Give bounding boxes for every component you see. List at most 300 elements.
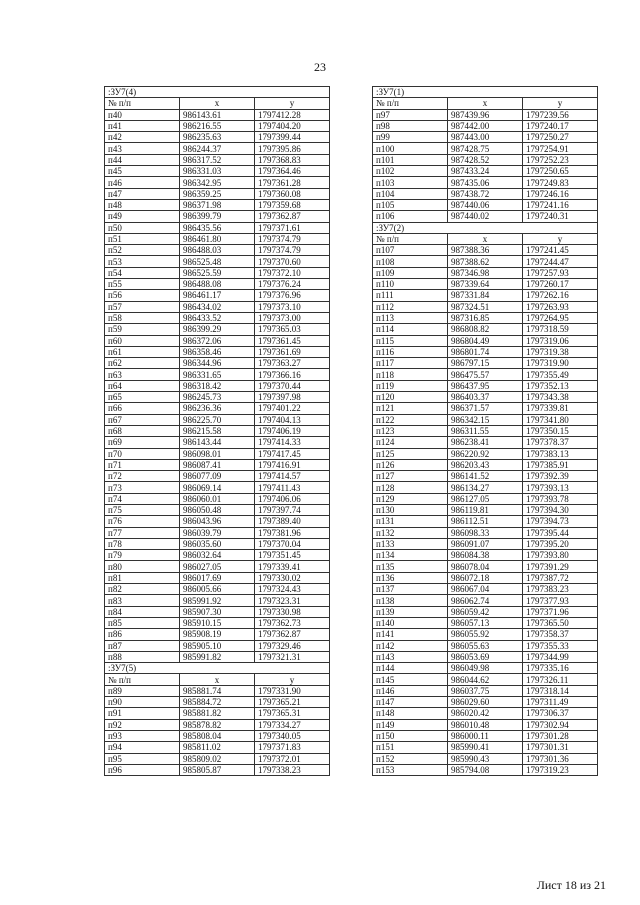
table-row	[373, 312, 598, 323]
point-id-cell: п82	[105, 584, 180, 595]
point-id-cell: п53	[105, 256, 180, 267]
y-coordinate-cell: 1797414.33	[255, 437, 330, 448]
y-coordinate-cell: 1797373.00	[255, 312, 330, 323]
y-coordinate-cell: 1797329.46	[255, 640, 330, 651]
x-coordinate-cell: 987438.72	[448, 188, 523, 199]
y-coordinate-cell: 1797240.17	[523, 120, 598, 131]
y-coordinate-cell: 1797370.44	[255, 380, 330, 391]
table-row	[373, 154, 598, 165]
point-id-cell: п69	[105, 437, 180, 448]
table-row	[373, 482, 598, 493]
x-coordinate-cell: 987428.75	[448, 143, 523, 154]
point-id-cell: п88	[105, 651, 180, 662]
y-coordinate-cell: 1797343.38	[523, 392, 598, 403]
table-row	[373, 629, 598, 640]
x-coordinate-cell: 987339.64	[448, 279, 523, 290]
x-coordinate-cell: 986029.60	[448, 697, 523, 708]
y-coordinate-cell: 1797361.45	[255, 335, 330, 346]
x-coordinate-cell: 986245.73	[180, 392, 255, 403]
point-id-cell: п142	[373, 640, 448, 651]
y-coordinate-cell: 1797257.93	[523, 267, 598, 278]
x-coordinate-cell: 986044.62	[448, 674, 523, 685]
y-coordinate-cell: 1797381.96	[255, 527, 330, 538]
y-coordinate-cell: 1797374.79	[255, 233, 330, 244]
point-id-cell: п119	[373, 380, 448, 391]
point-id-cell: п145	[373, 674, 448, 685]
table-row	[373, 369, 598, 380]
table-row	[105, 482, 330, 493]
point-id-cell: п114	[373, 324, 448, 335]
table-row	[373, 279, 598, 290]
table-row	[105, 279, 330, 290]
y-coordinate-cell: 1797254.91	[523, 143, 598, 154]
group-title: :ЗУ7(1)	[373, 87, 598, 98]
col-header-x: x	[448, 98, 523, 109]
y-coordinate-cell: 1797246.16	[523, 188, 598, 199]
point-id-cell: п42	[105, 132, 180, 143]
table-row	[373, 380, 598, 391]
x-coordinate-cell: 985990.43	[448, 753, 523, 764]
x-coordinate-cell: 985808.04	[180, 730, 255, 741]
point-id-cell: п124	[373, 437, 448, 448]
table-row	[105, 414, 330, 425]
group-title: :ЗУ7(5)	[105, 663, 330, 674]
table-row	[105, 290, 330, 301]
table-row	[105, 437, 330, 448]
table-row	[373, 606, 598, 617]
x-coordinate-cell: 986808.82	[448, 324, 523, 335]
x-coordinate-cell: 986371.98	[180, 199, 255, 210]
y-coordinate-cell: 1797374.79	[255, 245, 330, 256]
col-header-number: № п/п	[105, 98, 180, 109]
table-row	[105, 335, 330, 346]
point-id-cell: п141	[373, 629, 448, 640]
point-id-cell: п146	[373, 685, 448, 696]
y-coordinate-cell: 1797372.01	[255, 753, 330, 764]
point-id-cell: п101	[373, 154, 448, 165]
y-coordinate-cell: 1797393.13	[523, 482, 598, 493]
point-id-cell: п58	[105, 312, 180, 323]
x-coordinate-cell: 985881.82	[180, 708, 255, 719]
table-row	[105, 572, 330, 583]
table-row	[373, 437, 598, 448]
table-row	[373, 719, 598, 730]
table-row	[105, 358, 330, 369]
y-coordinate-cell: 1797365.31	[255, 708, 330, 719]
x-coordinate-cell: 986032.64	[180, 550, 255, 561]
table-row	[105, 697, 330, 708]
point-id-cell: п97	[373, 109, 448, 120]
table-row	[373, 143, 598, 154]
table-row	[105, 629, 330, 640]
y-coordinate-cell: 1797301.31	[523, 742, 598, 753]
table-row	[105, 730, 330, 741]
group-title: :ЗУ7(2)	[373, 222, 598, 233]
y-coordinate-cell: 1797378.37	[523, 437, 598, 448]
point-id-cell: п83	[105, 595, 180, 606]
y-coordinate-cell: 1797406.06	[255, 493, 330, 504]
table-row	[373, 324, 598, 335]
y-coordinate-cell: 1797397.74	[255, 504, 330, 515]
group-row	[105, 663, 330, 674]
point-id-cell: п147	[373, 697, 448, 708]
y-coordinate-cell: 1797241.45	[523, 245, 598, 256]
point-id-cell: п48	[105, 199, 180, 210]
y-coordinate-cell: 1797363.27	[255, 358, 330, 369]
y-coordinate-cell: 1797414.57	[255, 471, 330, 482]
col-header-y: y	[523, 233, 598, 244]
y-coordinate-cell: 1797301.36	[523, 753, 598, 764]
table-row	[105, 448, 330, 459]
x-coordinate-cell: 986488.08	[180, 279, 255, 290]
y-coordinate-cell: 1797244.47	[523, 256, 598, 267]
point-id-cell: п93	[105, 730, 180, 741]
x-coordinate-cell: 986399.79	[180, 211, 255, 222]
table-row	[105, 222, 330, 233]
point-id-cell: п59	[105, 324, 180, 335]
point-id-cell: п108	[373, 256, 448, 267]
table-row	[105, 504, 330, 515]
point-id-cell: п55	[105, 279, 180, 290]
table-row	[105, 561, 330, 572]
y-coordinate-cell: 1797339.41	[255, 561, 330, 572]
point-id-cell: п47	[105, 188, 180, 199]
point-id-cell: п74	[105, 493, 180, 504]
y-coordinate-cell: 1797406.19	[255, 425, 330, 436]
point-id-cell: п115	[373, 335, 448, 346]
x-coordinate-cell: 985878.82	[180, 719, 255, 730]
table-row	[105, 685, 330, 696]
table-row	[105, 199, 330, 210]
x-coordinate-cell: 986087.41	[180, 459, 255, 470]
table-row	[373, 764, 598, 775]
x-coordinate-cell: 986057.13	[448, 617, 523, 628]
x-coordinate-cell: 986525.48	[180, 256, 255, 267]
table-row	[105, 188, 330, 199]
y-coordinate-cell: 1797365.21	[255, 697, 330, 708]
y-coordinate-cell: 1797364.46	[255, 166, 330, 177]
x-coordinate-cell: 986525.59	[180, 267, 255, 278]
x-coordinate-cell: 986244.37	[180, 143, 255, 154]
header-row	[105, 674, 330, 685]
table-row	[373, 561, 598, 572]
x-coordinate-cell: 986435.56	[180, 222, 255, 233]
table-row	[373, 245, 598, 256]
y-coordinate-cell: 1797334.27	[255, 719, 330, 730]
table-row	[105, 550, 330, 561]
y-coordinate-cell: 1797318.14	[523, 685, 598, 696]
table-row	[105, 109, 330, 120]
y-coordinate-cell: 1797249.83	[523, 177, 598, 188]
x-coordinate-cell: 986220.92	[448, 448, 523, 459]
group-row	[373, 87, 598, 98]
y-coordinate-cell: 1797366.16	[255, 369, 330, 380]
point-id-cell: п103	[373, 177, 448, 188]
point-id-cell: п89	[105, 685, 180, 696]
y-coordinate-cell: 1797393.80	[523, 550, 598, 561]
table-row	[105, 425, 330, 436]
point-id-cell: п45	[105, 166, 180, 177]
point-id-cell: п148	[373, 708, 448, 719]
table-row	[373, 425, 598, 436]
y-coordinate-cell: 1797250.65	[523, 166, 598, 177]
header-row	[105, 98, 330, 109]
col-header-y: y	[255, 674, 330, 685]
x-coordinate-cell: 986311.55	[448, 425, 523, 436]
x-coordinate-cell: 986318.42	[180, 380, 255, 391]
x-coordinate-cell: 986344.96	[180, 358, 255, 369]
point-id-cell: п40	[105, 109, 180, 120]
x-coordinate-cell: 986017.69	[180, 572, 255, 583]
x-coordinate-cell: 986225.70	[180, 414, 255, 425]
point-id-cell: п120	[373, 392, 448, 403]
y-coordinate-cell: 1797412.28	[255, 109, 330, 120]
point-id-cell: п50	[105, 222, 180, 233]
table-row	[373, 256, 598, 267]
x-coordinate-cell: 986143.44	[180, 437, 255, 448]
x-coordinate-cell: 986043.96	[180, 516, 255, 527]
x-coordinate-cell: 986119.81	[448, 504, 523, 515]
point-id-cell: п87	[105, 640, 180, 651]
x-coordinate-cell: 986475.57	[448, 369, 523, 380]
x-coordinate-cell: 986072.18	[448, 572, 523, 583]
col-header-x: x	[180, 674, 255, 685]
point-id-cell: п121	[373, 403, 448, 414]
point-id-cell: п118	[373, 369, 448, 380]
table-row	[373, 211, 598, 222]
point-id-cell: п44	[105, 154, 180, 165]
x-coordinate-cell: 986005.66	[180, 584, 255, 595]
y-coordinate-cell: 1797340.05	[255, 730, 330, 741]
table-row	[373, 527, 598, 538]
point-id-cell: п67	[105, 414, 180, 425]
point-id-cell: п91	[105, 708, 180, 719]
point-id-cell: п134	[373, 550, 448, 561]
x-coordinate-cell: 985794.08	[448, 764, 523, 775]
point-id-cell: п96	[105, 764, 180, 775]
point-id-cell: п81	[105, 572, 180, 583]
group-row	[373, 222, 598, 233]
x-coordinate-cell: 987440.02	[448, 211, 523, 222]
point-id-cell: п117	[373, 358, 448, 369]
table-row	[105, 267, 330, 278]
table-row	[105, 369, 330, 380]
x-coordinate-cell: 985991.92	[180, 595, 255, 606]
table-row	[373, 267, 598, 278]
table-row	[105, 403, 330, 414]
point-id-cell: п94	[105, 742, 180, 753]
table-row	[105, 516, 330, 527]
x-coordinate-cell: 986359.25	[180, 188, 255, 199]
y-coordinate-cell: 1797239.56	[523, 109, 598, 120]
table-row	[373, 301, 598, 312]
y-coordinate-cell: 1797355.49	[523, 369, 598, 380]
point-id-cell: п116	[373, 346, 448, 357]
x-coordinate-cell: 986236.36	[180, 403, 255, 414]
x-coordinate-cell: 986098.33	[448, 527, 523, 538]
y-coordinate-cell: 1797404.20	[255, 120, 330, 131]
point-id-cell: п72	[105, 471, 180, 482]
point-id-cell: п54	[105, 267, 180, 278]
x-coordinate-cell: 985881.74	[180, 685, 255, 696]
y-coordinate-cell: 1797365.50	[523, 617, 598, 628]
x-coordinate-cell: 986801.74	[448, 346, 523, 357]
x-coordinate-cell: 986078.04	[448, 561, 523, 572]
point-id-cell: п51	[105, 233, 180, 244]
coordinates-table-right	[372, 86, 598, 776]
x-coordinate-cell: 986055.92	[448, 629, 523, 640]
table-row	[373, 166, 598, 177]
x-coordinate-cell: 986020.42	[448, 708, 523, 719]
point-id-cell: п86	[105, 629, 180, 640]
table-row	[373, 414, 598, 425]
point-id-cell: п61	[105, 346, 180, 357]
x-coordinate-cell: 985991.82	[180, 651, 255, 662]
x-coordinate-cell: 986238.41	[448, 437, 523, 448]
y-coordinate-cell: 1797370.60	[255, 256, 330, 267]
table-row	[105, 493, 330, 504]
x-coordinate-cell: 986091.07	[448, 538, 523, 549]
y-coordinate-cell: 1797371.96	[523, 606, 598, 617]
point-id-cell: п136	[373, 572, 448, 583]
y-coordinate-cell: 1797319.38	[523, 346, 598, 357]
x-coordinate-cell: 985907.30	[180, 606, 255, 617]
point-id-cell: п99	[373, 132, 448, 143]
table-row	[373, 392, 598, 403]
point-id-cell: п111	[373, 290, 448, 301]
y-coordinate-cell: 1797250.27	[523, 132, 598, 143]
point-id-cell: п152	[373, 753, 448, 764]
y-coordinate-cell: 1797240.31	[523, 211, 598, 222]
y-coordinate-cell: 1797351.45	[255, 550, 330, 561]
point-id-cell: п149	[373, 719, 448, 730]
point-id-cell: п62	[105, 358, 180, 369]
table-row	[105, 764, 330, 775]
point-id-cell: п49	[105, 211, 180, 222]
point-id-cell: п112	[373, 301, 448, 312]
x-coordinate-cell: 986098.01	[180, 448, 255, 459]
point-id-cell: п110	[373, 279, 448, 290]
x-coordinate-cell: 985811.02	[180, 742, 255, 753]
table-row	[373, 177, 598, 188]
y-coordinate-cell: 1797323.31	[255, 595, 330, 606]
x-coordinate-cell: 986084.38	[448, 550, 523, 561]
table-row	[373, 651, 598, 662]
table-row	[373, 448, 598, 459]
table-row	[373, 493, 598, 504]
header-row	[373, 233, 598, 244]
x-coordinate-cell: 985990.41	[448, 742, 523, 753]
y-coordinate-cell: 1797344.99	[523, 651, 598, 662]
point-id-cell: п109	[373, 267, 448, 278]
table-row	[105, 392, 330, 403]
table-row	[105, 459, 330, 470]
x-coordinate-cell: 987324.51	[448, 301, 523, 312]
point-id-cell: п60	[105, 335, 180, 346]
point-id-cell: п129	[373, 493, 448, 504]
x-coordinate-cell: 986067.04	[448, 584, 523, 595]
table-row	[105, 132, 330, 143]
point-id-cell: п122	[373, 414, 448, 425]
point-id-cell: п90	[105, 697, 180, 708]
y-coordinate-cell: 1797319.06	[523, 335, 598, 346]
point-id-cell: п137	[373, 584, 448, 595]
x-coordinate-cell: 986403.37	[448, 392, 523, 403]
x-coordinate-cell: 986215.58	[180, 425, 255, 436]
y-coordinate-cell: 1797338.23	[255, 764, 330, 775]
y-coordinate-cell: 1797359.68	[255, 199, 330, 210]
point-id-cell: п151	[373, 742, 448, 753]
y-coordinate-cell: 1797365.03	[255, 324, 330, 335]
table-row	[105, 211, 330, 222]
table-row	[105, 380, 330, 391]
table-row	[373, 358, 598, 369]
x-coordinate-cell: 986127.05	[448, 493, 523, 504]
point-id-cell: п105	[373, 199, 448, 210]
y-coordinate-cell: 1797417.45	[255, 448, 330, 459]
table-row	[373, 617, 598, 628]
point-id-cell: п127	[373, 471, 448, 482]
y-coordinate-cell: 1797395.44	[523, 527, 598, 538]
col-header-y: y	[255, 98, 330, 109]
col-header-number: № п/п	[105, 674, 180, 685]
x-coordinate-cell: 986797.15	[448, 358, 523, 369]
x-coordinate-cell: 986049.98	[448, 663, 523, 674]
table-row	[105, 233, 330, 244]
y-coordinate-cell: 1797370.04	[255, 538, 330, 549]
table-row	[373, 584, 598, 595]
point-id-cell: п46	[105, 177, 180, 188]
y-coordinate-cell: 1797393.78	[523, 493, 598, 504]
table-row	[373, 335, 598, 346]
y-coordinate-cell: 1797389.40	[255, 516, 330, 527]
point-id-cell: п125	[373, 448, 448, 459]
point-id-cell: п138	[373, 595, 448, 606]
y-coordinate-cell: 1797318.59	[523, 324, 598, 335]
table-row	[373, 742, 598, 753]
x-coordinate-cell: 986112.51	[448, 516, 523, 527]
y-coordinate-cell: 1797392.39	[523, 471, 598, 482]
x-coordinate-cell: 987439.96	[448, 109, 523, 120]
table-row	[373, 403, 598, 414]
table-row	[373, 290, 598, 301]
page-number: 23	[314, 60, 326, 74]
table-row	[373, 674, 598, 685]
table-row	[373, 346, 598, 357]
y-coordinate-cell: 1797358.37	[523, 629, 598, 640]
table-row	[373, 640, 598, 651]
x-coordinate-cell: 986053.69	[448, 651, 523, 662]
point-id-cell: п71	[105, 459, 180, 470]
table-row	[373, 595, 598, 606]
table-row	[373, 459, 598, 470]
table-row	[105, 471, 330, 482]
col-header-number: № п/п	[373, 98, 448, 109]
y-coordinate-cell: 1797301.28	[523, 730, 598, 741]
point-id-cell: п98	[373, 120, 448, 131]
x-coordinate-cell: 986804.49	[448, 335, 523, 346]
point-id-cell: п104	[373, 188, 448, 199]
y-coordinate-cell: 1797362.87	[255, 211, 330, 222]
table-row	[373, 471, 598, 482]
x-coordinate-cell: 985905.10	[180, 640, 255, 651]
y-coordinate-cell: 1797395.86	[255, 143, 330, 154]
table-row	[105, 154, 330, 165]
point-id-cell: п75	[105, 504, 180, 515]
point-id-cell: п41	[105, 120, 180, 131]
y-coordinate-cell: 1797362.73	[255, 617, 330, 628]
point-id-cell: п78	[105, 538, 180, 549]
